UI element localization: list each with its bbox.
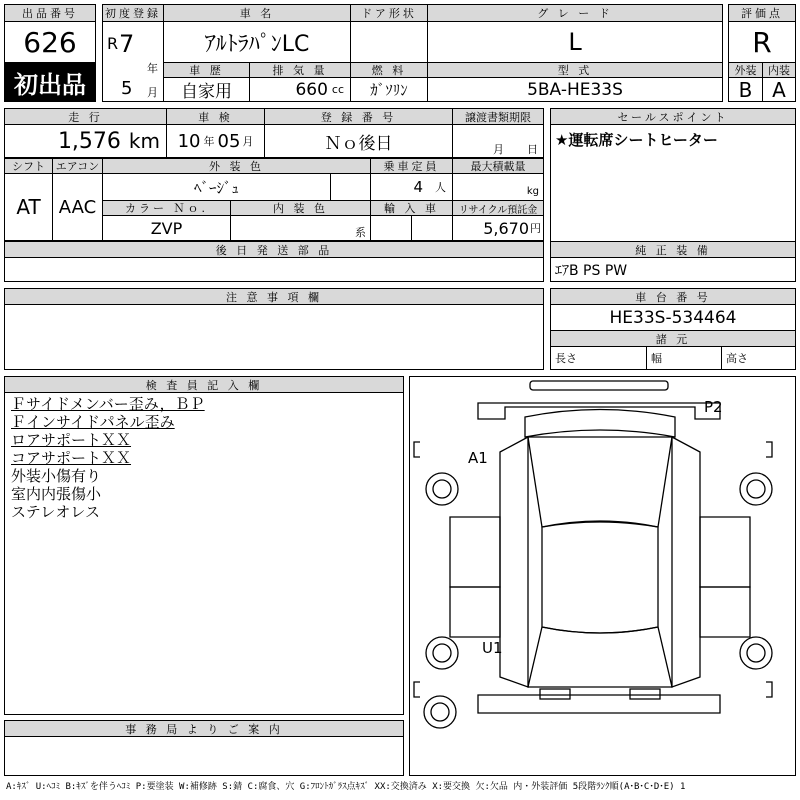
inspection-cell bbox=[166, 124, 265, 158]
import-header: 輸 入 車 bbox=[370, 200, 453, 216]
equipment-header: 純 正 装 備 bbox=[550, 241, 796, 258]
right-rear-door bbox=[700, 587, 750, 637]
left-mirror-bracket bbox=[414, 442, 420, 457]
exterior-color: ﾍﾞｰｼﾞｭ bbox=[102, 173, 331, 201]
inspector-note: 外装小傷有り bbox=[11, 467, 102, 485]
spare-wheel bbox=[424, 696, 456, 728]
score-header: 評価点 bbox=[728, 4, 796, 22]
car-condition-diagram bbox=[410, 377, 790, 732]
mileage-header: 走 行 bbox=[4, 108, 167, 125]
ac-header: エアコン bbox=[52, 158, 103, 174]
left-rear-door bbox=[450, 587, 500, 637]
caution-header: 注 意 事 項 欄 bbox=[4, 288, 544, 305]
first-listing-badge: 初出品 bbox=[4, 62, 96, 102]
exterior-grade: B bbox=[728, 77, 763, 102]
inspection-year: 10 bbox=[177, 130, 201, 152]
max-load-header: 最大積載量 bbox=[452, 158, 544, 174]
width-label: 幅 bbox=[646, 346, 722, 370]
front-left-hub bbox=[433, 480, 451, 498]
first-registration-cell bbox=[102, 21, 164, 102]
exterior-color-extra bbox=[330, 173, 371, 201]
interior-grade: A bbox=[762, 77, 796, 102]
model-header: 型 式 bbox=[427, 62, 723, 78]
recycle-cell bbox=[452, 215, 544, 241]
sales-points-header: セールスポイント bbox=[550, 108, 796, 125]
rear-left-hub bbox=[433, 644, 451, 662]
displacement-cell bbox=[249, 77, 351, 102]
rear-lamp-left bbox=[540, 689, 570, 699]
right-side-outline bbox=[672, 437, 700, 687]
front-left-wheel bbox=[426, 473, 458, 505]
recycle-unit: 円 bbox=[530, 222, 541, 235]
legend-footer: A:ｷｽﾞ U:ﾍｺﾐ B:ｷｽﾞを伴うﾍｺﾐ P:要塗装 W:補修跡 S:錆 C:腐食、穴 G:ﾌﾛﾝﾄｶﾞﾗｽ点ｷｽﾞ XX:交換済み X:要交換 欠:欠品 内・外装評価 5段階ﾗﾝｸ順(A･B･C･D･E) 1 bbox=[6, 782, 686, 792]
displacement-header: 排 気 量 bbox=[249, 62, 351, 78]
door-type-header: ドア形状 bbox=[350, 4, 428, 22]
caution-notes bbox=[4, 304, 544, 370]
plate-header: 登 録 番 号 bbox=[264, 108, 453, 125]
mileage: 1,576 bbox=[57, 128, 121, 154]
transfer-day-unit: 日 bbox=[527, 143, 538, 156]
inspection-year-unit: 年 bbox=[203, 135, 215, 148]
roof-outline bbox=[542, 521, 658, 633]
inspector-note: コアサポートＸＸ bbox=[11, 449, 132, 467]
rear-left-wheel bbox=[426, 637, 458, 669]
plate-number: Ｎｏ後日 bbox=[264, 124, 453, 158]
inspector-note-list bbox=[11, 395, 397, 521]
inspector-notes-header: 検 査 員 記 入 欄 bbox=[4, 376, 404, 393]
color-no: ZVP bbox=[102, 215, 231, 241]
first-registration-header: 初度登録 bbox=[102, 4, 164, 22]
office-notice bbox=[4, 736, 404, 776]
rear-bumper-sketch bbox=[478, 695, 720, 713]
era-prefix: R bbox=[107, 34, 119, 53]
inspector-notes bbox=[4, 392, 404, 715]
mileage-cell bbox=[4, 124, 167, 158]
capacity-unit: 人 bbox=[435, 181, 446, 194]
grade-header: グ レ ー ド bbox=[427, 4, 723, 22]
dimensions-header: 諸 元 bbox=[550, 330, 796, 347]
inspector-note: 室内内張傷小 bbox=[11, 485, 102, 503]
damage-mark-u1: U1 bbox=[482, 639, 503, 657]
displacement-unit: cc bbox=[331, 83, 344, 96]
history: 自家用 bbox=[163, 77, 250, 102]
shift: AT bbox=[4, 173, 53, 241]
chassis-number: HE33S-534464 bbox=[550, 304, 796, 331]
rear-glass-sketch bbox=[528, 627, 672, 687]
front-bumper-sketch bbox=[530, 381, 668, 390]
grade: L bbox=[427, 21, 723, 63]
transfer-month-unit: 月 bbox=[493, 143, 504, 156]
left-rear-bracket bbox=[414, 682, 420, 697]
score: R bbox=[728, 21, 796, 63]
office-notice-header: 事 務 局 よ り ご 案 内 bbox=[4, 720, 404, 737]
recycle-header: リサイクル預託金 bbox=[452, 200, 544, 216]
recycle-amount: 5,670 bbox=[483, 218, 529, 238]
left-side-outline bbox=[500, 437, 528, 687]
door-type bbox=[350, 21, 428, 63]
inspection-header: 車 検 bbox=[166, 108, 265, 125]
inspector-note: Ｆサイドメンバー歪み，ＢＰ bbox=[11, 395, 205, 413]
rear-right-wheel bbox=[740, 637, 772, 669]
rear-lamp-right bbox=[630, 689, 660, 699]
inspector-note: ロアサポートＸＸ bbox=[11, 431, 132, 449]
front-right-hub bbox=[747, 480, 765, 498]
import-cell-left bbox=[370, 215, 412, 241]
model-code: 5BA-HE33S bbox=[427, 77, 723, 102]
right-mirror-bracket bbox=[766, 442, 772, 457]
spare-hub bbox=[431, 703, 449, 721]
shift-header: シフト bbox=[4, 158, 53, 174]
import-cell-right bbox=[411, 215, 453, 241]
left-front-door bbox=[450, 517, 500, 587]
year-unit: 年 bbox=[147, 62, 158, 75]
fuel-header: 燃 料 bbox=[350, 62, 428, 78]
front-glass-sketch bbox=[525, 410, 675, 438]
transfer-deadline-header: 譲渡書類期限 bbox=[452, 108, 544, 125]
inspection-month-unit: 月 bbox=[242, 135, 254, 148]
capacity-cell bbox=[370, 173, 453, 201]
lot-number: 626 bbox=[4, 21, 96, 63]
damage-mark-p2: P2 bbox=[704, 398, 723, 416]
car-name: ｱﾙﾄﾗﾊﾟﾝLC bbox=[163, 21, 351, 63]
displacement: 660 bbox=[295, 79, 328, 100]
rear-right-hub bbox=[747, 644, 765, 662]
era-year: 7 bbox=[119, 30, 135, 58]
month-unit: 月 bbox=[147, 86, 158, 99]
ac: AAC bbox=[52, 173, 103, 241]
cabin-outline bbox=[528, 437, 672, 527]
interior-grade-header: 内装 bbox=[762, 62, 796, 78]
right-front-door bbox=[700, 517, 750, 587]
color-no-header: カラー Ｎｏ. bbox=[102, 200, 231, 216]
sales-points: ★運転席シートヒーター bbox=[550, 124, 796, 242]
car-name-header: 車 名 bbox=[163, 4, 351, 22]
exterior-grade-header: 外装 bbox=[728, 62, 763, 78]
later-parts-header: 後 日 発 送 部 品 bbox=[4, 241, 544, 258]
length-label: 長さ bbox=[550, 346, 647, 370]
interior-color-unit: 系 bbox=[355, 226, 366, 239]
interior-color-header: 内 装 色 bbox=[230, 200, 371, 216]
damage-mark-a1: A1 bbox=[468, 449, 488, 467]
right-rear-bracket bbox=[766, 682, 772, 697]
max-load-unit: kg bbox=[526, 186, 539, 197]
transfer-deadline-cell bbox=[452, 124, 544, 158]
height-label: 高さ bbox=[721, 346, 796, 370]
inspector-note: ステレオレス bbox=[11, 503, 100, 521]
fuel: ｶﾞｿﾘﾝ bbox=[350, 77, 428, 102]
capacity-header: 乗車定員 bbox=[370, 158, 453, 174]
front-right-wheel bbox=[740, 473, 772, 505]
equipment: ｴｱB PS PW bbox=[550, 257, 796, 282]
mileage-unit: km bbox=[128, 129, 160, 153]
max-load-cell bbox=[452, 173, 544, 201]
inspection-month: 05 bbox=[217, 130, 241, 152]
exterior-color-header: 外 装 色 bbox=[102, 158, 371, 174]
hood-outline bbox=[478, 403, 720, 419]
chassis-number-header: 車 台 番 号 bbox=[550, 288, 796, 305]
later-parts bbox=[4, 257, 544, 282]
reg-month: 5 bbox=[121, 78, 133, 99]
inspector-note: Ｆインサイドパネル歪み bbox=[11, 413, 175, 431]
interior-color-cell bbox=[230, 215, 371, 241]
history-header: 車 歴 bbox=[163, 62, 250, 78]
capacity: 4 bbox=[413, 178, 423, 196]
lot-number-header: 出品番号 bbox=[4, 4, 96, 22]
